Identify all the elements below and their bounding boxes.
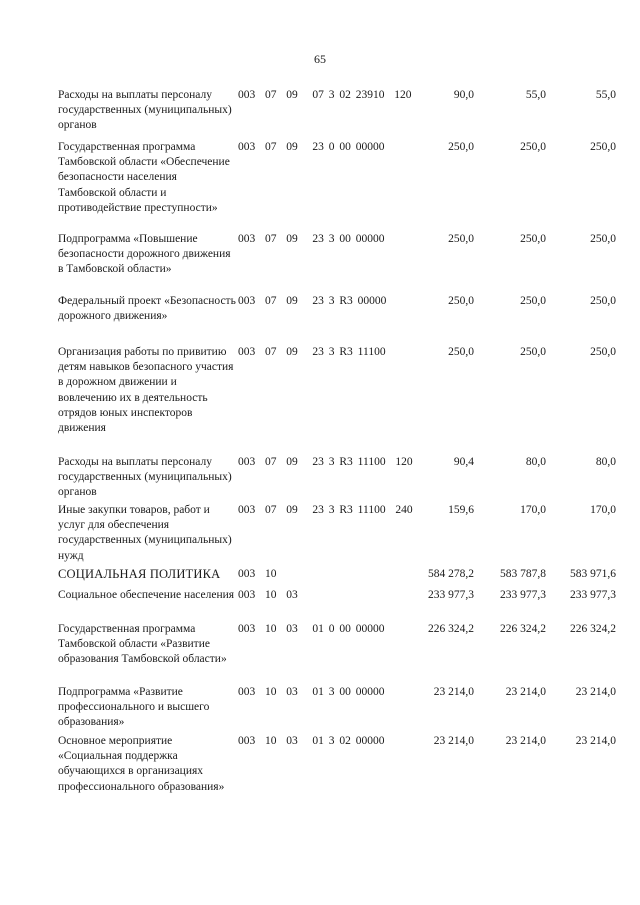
- value-col-1: 250,0: [448, 346, 474, 358]
- value-col-2: 233 977,3: [500, 589, 546, 601]
- value-col-2: 80,0: [525, 456, 546, 468]
- value-col-1: 250,0: [448, 295, 474, 307]
- value-col-3: 170,0: [590, 504, 616, 516]
- row-code: 003 07 09 23 3 R3 11100 240: [238, 504, 413, 516]
- row-code: 003 10 03 01 3 00 00000: [238, 686, 385, 698]
- row-code: 003 10 03 01 0 00 00000: [238, 623, 385, 635]
- row-name: Подпрограмма «Развитие профессионального и высшего образования»: [58, 686, 210, 729]
- value-col-2: 250,0: [520, 233, 546, 245]
- value-col-1: 23 214,0: [433, 686, 474, 698]
- row-name: Расходы на выплаты персоналу государственных (муниципальных) органов: [58, 456, 232, 499]
- value-col-3: 23 214,0: [575, 735, 616, 747]
- value-col-2: 23 214,0: [505, 686, 546, 698]
- row-code: 003 07 09 23 3 R3 00000: [238, 295, 387, 307]
- row-name: Государственная программа Тамбовской области «Обеспечение безопасности населения Тамбовской области и противодействие преступности»: [58, 141, 230, 214]
- value-col-3: 233 977,3: [570, 589, 616, 601]
- value-col-1: 250,0: [448, 233, 474, 245]
- value-col-2: 250,0: [520, 346, 546, 358]
- value-col-1: 584 278,2: [428, 568, 474, 580]
- row-name: Основное мероприятие «Социальная поддержка обучающихся в организациях профессионального образования»: [58, 735, 225, 793]
- value-col-1: 90,4: [453, 456, 474, 468]
- row-code: 003 10 03 01 3 02 00000: [238, 735, 385, 747]
- value-col-1: 250,0: [448, 141, 474, 153]
- value-col-1: 90,0: [453, 89, 474, 101]
- row-name: Социальное обеспечение населения: [58, 589, 235, 601]
- row-name: СОЦИАЛЬНАЯ ПОЛИТИКА: [58, 567, 221, 581]
- value-col-3: 250,0: [590, 141, 616, 153]
- row-code: 003 07 09 23 3 00 00000: [238, 233, 385, 245]
- value-col-3: 23 214,0: [575, 686, 616, 698]
- value-col-3: 250,0: [590, 346, 616, 358]
- row-code: 003 07 09 07 3 02 23910 120: [238, 89, 412, 101]
- row-code: 003 10 03: [238, 589, 298, 601]
- value-col-2: 250,0: [520, 295, 546, 307]
- row-name: Государственная программа Тамбовской области «Развитие образования Тамбовской области»: [58, 623, 227, 666]
- value-col-2: 170,0: [520, 504, 546, 516]
- value-col-3: 55,0: [595, 89, 616, 101]
- value-col-3: 583 971,6: [570, 568, 616, 580]
- value-col-3: 250,0: [590, 233, 616, 245]
- value-col-3: 226 324,2: [570, 623, 616, 635]
- row-name: Иные закупки товаров, работ и услуг для обеспечения государственных (муниципальных) нужд: [58, 504, 232, 562]
- value-col-2: 55,0: [525, 89, 546, 101]
- row-name: Подпрограмма «Повышение безопасности дорожного движения в Тамбовской области»: [58, 233, 231, 276]
- value-col-1: 226 324,2: [428, 623, 474, 635]
- value-col-1: 23 214,0: [433, 735, 474, 747]
- row-name: Федеральный проект «Безопасность дорожного движения»: [58, 295, 236, 323]
- value-col-3: 80,0: [595, 456, 616, 468]
- row-code: 003 10: [238, 568, 277, 580]
- row-code: 003 07 09 23 3 R3 11100 120: [238, 456, 413, 468]
- value-col-1: 233 977,3: [428, 589, 474, 601]
- value-col-2: 23 214,0: [505, 735, 546, 747]
- value-col-2: 250,0: [520, 141, 546, 153]
- row-code: 003 07 09 23 0 00 00000: [238, 141, 385, 153]
- row-code: 003 07 09 23 3 R3 11100: [238, 346, 386, 358]
- row-name: Расходы на выплаты персоналу государственных (муниципальных) органов: [58, 89, 232, 132]
- value-col-2: 226 324,2: [500, 623, 546, 635]
- page-number: 65: [314, 52, 326, 66]
- value-col-2: 583 787,8: [500, 568, 546, 580]
- value-col-3: 250,0: [590, 295, 616, 307]
- value-col-1: 159,6: [448, 504, 474, 516]
- row-name: Организация работы по привитию детям навыков безопасного участия в дорожном движении и вовлечению их в деятельность отрядов юных инспекторов движения: [58, 346, 234, 435]
